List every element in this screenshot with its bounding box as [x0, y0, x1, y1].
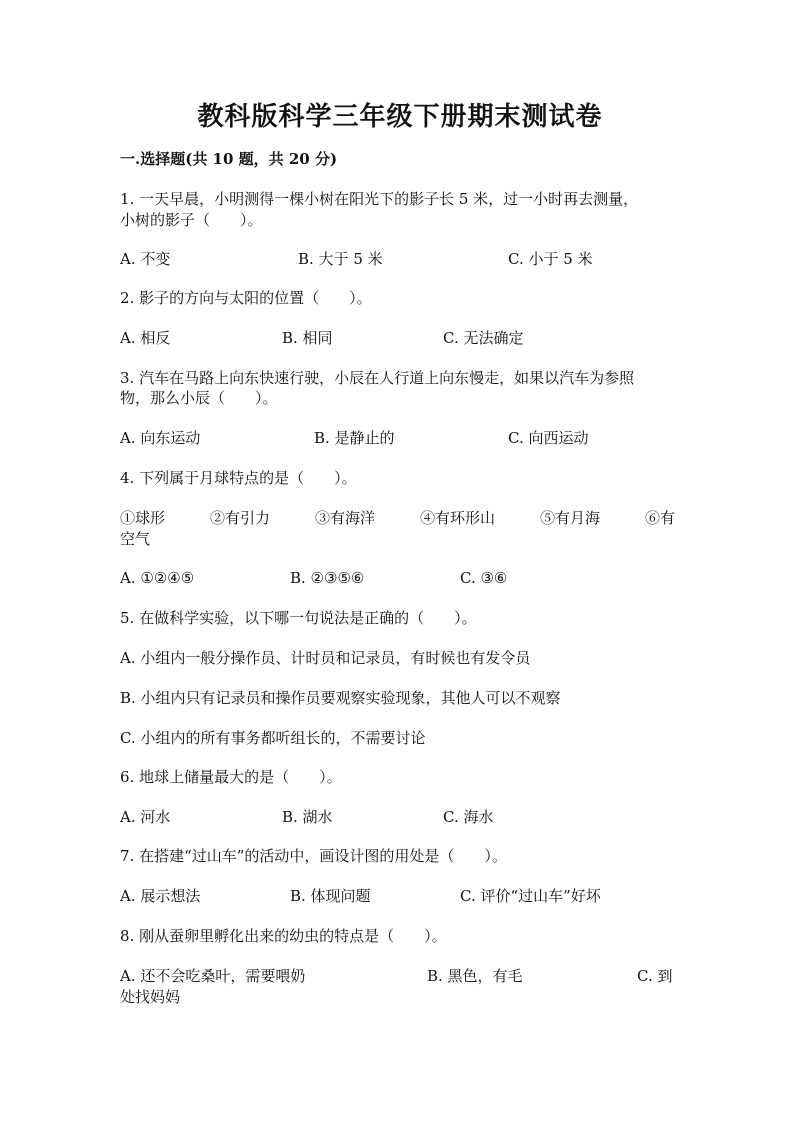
question-4-item-1: ①球形: [120, 509, 166, 527]
question-7-text: 7. 在搭建“过山车”的活动中，画设计图的用处是（ ）。: [120, 847, 507, 865]
question-4-item-6-cont: 空气: [120, 530, 151, 548]
question-4-item-2: ②有引力: [210, 509, 271, 527]
question-3-text: 3. 汽车在马路上向东快速行驶，小辰在人行道上向东慢走，如果以汽车为参照: [120, 369, 635, 387]
question-2-option-b: B. 相同: [282, 329, 333, 347]
question-8-option-b: B. 黑色，有毛: [427, 967, 523, 985]
question-1-option-b: B. 大于 5 米: [298, 250, 383, 268]
question-7-option-c: C. 评价“过山车”好坏: [460, 887, 601, 905]
question-4-item-3: ③有海洋: [315, 509, 376, 527]
question-2-option-c: C. 无法确定: [443, 329, 524, 347]
question-4-item-5: ⑤有月海: [540, 509, 601, 527]
question-7-option-b: B. 体现问题: [290, 887, 371, 905]
question-5-option-a: A. 小组内一般分操作员、计时员和记录员，有时候也有发令员: [120, 649, 531, 667]
section-heading: 一.选择题(共 10 题，共 20 分): [120, 150, 338, 168]
question-5-option-b: B. 小组内只有记录员和操作员要观察实验现象，其他人可以不观察: [120, 689, 561, 707]
question-8-text: 8. 刚从蚕卵里孵化出来的幼虫的特点是（ ）。: [120, 927, 447, 945]
question-6-option-a: A. 河水: [120, 808, 171, 826]
question-3-option-c: C. 向西运动: [508, 429, 589, 447]
question-4-option-a: A. ①②④⑤: [120, 569, 195, 587]
question-1-option-c: C. 小于 5 米: [508, 250, 593, 268]
question-1-text: 1. 一天早晨，小明测得一棵小树在阳光下的影子长 5 米，过一小时再去测量，: [120, 190, 639, 208]
question-4-option-b: B. ②③⑤⑥: [290, 569, 365, 587]
question-4-option-c: C. ③⑥: [460, 569, 508, 587]
question-4-item-4: ④有环形山: [420, 509, 496, 527]
question-3-text-cont: 物，那么小辰（ ）。: [120, 389, 278, 407]
question-8-option-c-cont: 处找妈妈: [120, 988, 181, 1006]
question-2-option-a: A. 相反: [120, 329, 171, 347]
question-6-option-b: B. 湖水: [282, 808, 333, 826]
question-8-option-c: C. 到: [637, 967, 673, 985]
question-6-option-c: C. 海水: [443, 808, 494, 826]
question-8-option-a: A. 还不会吃桑叶，需要喂奶: [120, 967, 306, 985]
question-5-option-c: C. 小组内的所有事务都听组长的，不需要讨论: [120, 729, 426, 747]
question-2-text: 2. 影子的方向与太阳的位置（ ）。: [120, 289, 372, 307]
question-4-item-6: ⑥有: [645, 509, 676, 527]
question-4-text: 4. 下列属于月球特点的是（ ）。: [120, 469, 357, 487]
question-6-text: 6. 地球上储量最大的是（ ）。: [120, 768, 342, 786]
question-3-option-a: A. 向东运动: [120, 429, 201, 447]
question-1-text-cont: 小树的影子（ ）。: [120, 211, 263, 229]
question-3-option-b: B. 是静止的: [314, 429, 395, 447]
question-1-option-a: A. 不变: [120, 250, 171, 268]
page-title: 教科版科学三年级下册期末测试卷: [197, 102, 603, 132]
question-5-text: 5. 在做科学实验，以下哪一句说法是正确的（ ）。: [120, 609, 477, 627]
question-7-option-a: A. 展示想法: [120, 887, 201, 905]
